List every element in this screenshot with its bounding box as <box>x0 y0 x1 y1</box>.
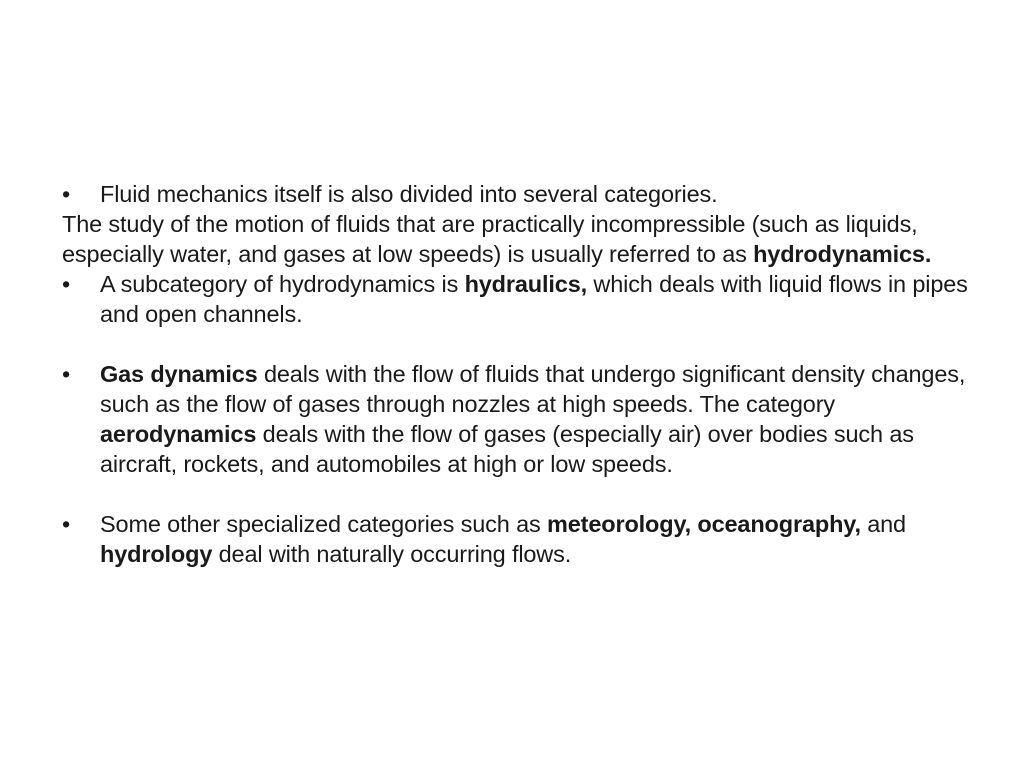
paragraph-text: The study of the motion of fluids that are practically incompressible (such as liquids, especially water, and gases at low speeds) is usually referred to as <box>62 211 918 267</box>
bullet-text: deals with the flow of fluids that undergo significant density changes, such as the flow of gases through nozzles at high speeds. The category <box>100 361 966 417</box>
paragraph-hydrodynamics <box>62 209 982 269</box>
spacer <box>62 329 982 359</box>
term-hydrology: hydrology <box>100 541 213 567</box>
bullet-text: deals with the flow of gases (especially air) over bodies such as aircraft, rockets, and automobiles at high or low speeds. <box>100 421 914 477</box>
bullet-item-categories <box>62 179 982 209</box>
bullet-icon: • <box>62 271 71 297</box>
bullet-text: A subcategory of hydrodynamics is <box>100 271 465 297</box>
bullet-item-natural-flows <box>62 509 982 569</box>
slide-body <box>62 179 982 569</box>
bullet-text: Some other specialized categories such as <box>100 511 547 537</box>
term-hydraulics: hydraulics, <box>464 271 587 297</box>
spacer <box>62 479 982 509</box>
bullet-text: Fluid mechanics itself is also divided into several categories. <box>100 181 718 207</box>
bullet-item-gas-dynamics <box>62 359 982 479</box>
term-hydrodynamics: hydrodynamics. <box>753 241 932 267</box>
bullet-text: which deals with liquid flows in pipes and open channels. <box>100 271 968 327</box>
bullet-icon: • <box>62 181 71 207</box>
bullet-icon: • <box>62 361 71 387</box>
bullet-text: and <box>860 511 906 537</box>
term-aerodynamics: aerodynamics <box>100 421 257 447</box>
bullet-item-hydraulics <box>62 269 982 329</box>
bullet-text: deal with naturally occurring flows. <box>212 541 572 567</box>
term-gas-dynamics: Gas dynamics <box>100 361 258 387</box>
term-meteorology-oceanography: meteorology, oceanography, <box>546 511 861 537</box>
bullet-icon: • <box>62 511 71 537</box>
